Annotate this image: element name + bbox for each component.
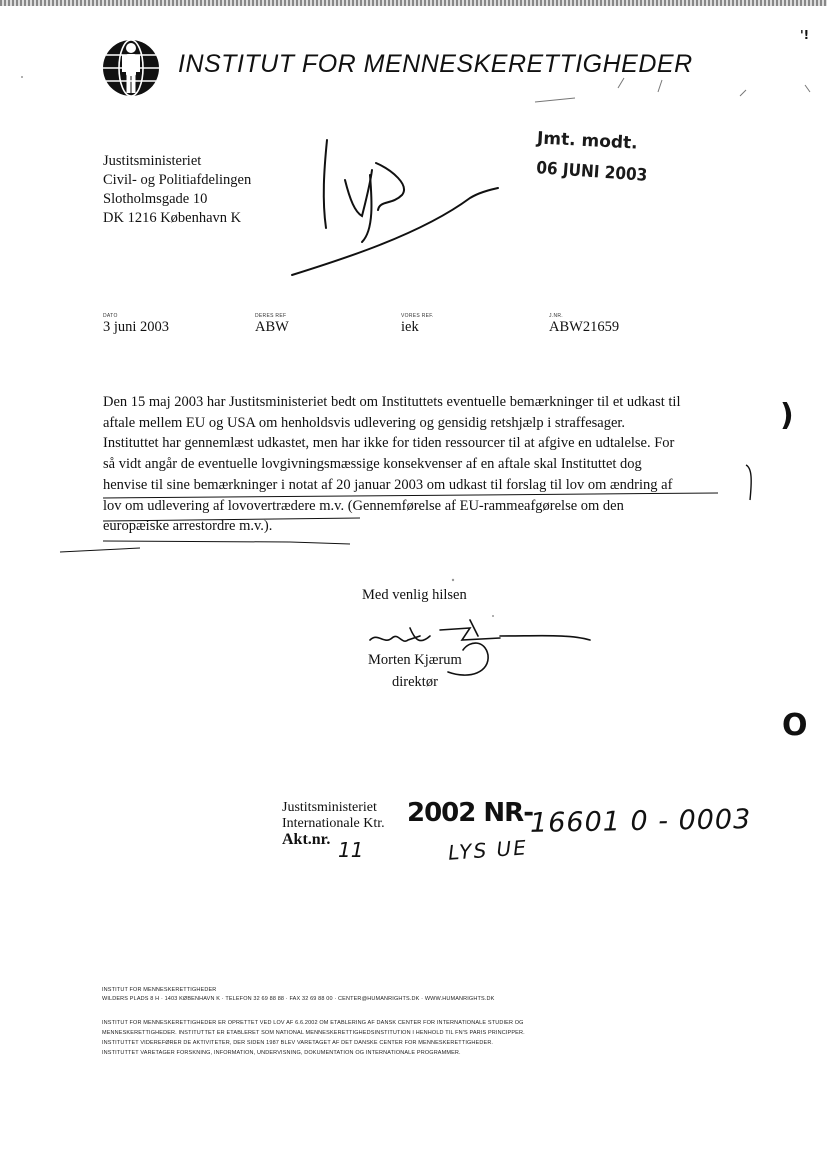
margin-mark-top-right: '!	[800, 28, 810, 42]
body-line: henvise til sine bemærkninger i notat af 20 januar 2003 om udkast til forslag til lov om ændring af	[103, 476, 673, 493]
vores-ref-value: iek	[401, 319, 419, 335]
ministry-stamp-line: Akt.nr.	[282, 831, 331, 848]
ministry-stamp-line: Justitsministeriet	[282, 800, 377, 815]
handwritten-akt-number: 11	[338, 838, 364, 862]
jnr-value: ABW21659	[549, 319, 620, 335]
body-line: lov om udlevering af lovovertrædere m.v. (Gennemførelse af EU-rammeafgørelse om den	[103, 497, 624, 514]
recipient-line: DK 1216 København K	[103, 210, 242, 226]
footer-legal-line: INSTITUTTET VARETAGER FORSKNING, INFORMATION, UNDERVISNING, DOKUMENTATION OG INTERNATIONALE PROGRAMMER.	[102, 1050, 461, 1056]
handwritten-initials-lys	[292, 140, 498, 275]
footer-legal-line: INSTITUTTET VIDEREFØRER DE AKTIVITETER, DER SIDEN 1987 BLEV VARETAGET AF DET DANSKE CENTER FOR MENNESKERETTIGHEDER.	[102, 1040, 494, 1046]
received-stamp-label: Jmt. modt.	[536, 128, 639, 154]
handwritten-sub-initials: LYS UE	[447, 835, 529, 865]
margin-bracket-mark	[746, 465, 751, 500]
vores-ref-label: VORES REF.	[401, 313, 434, 319]
handwritten-journal-number: 16601 0 - 0003	[529, 804, 752, 839]
footer-legal-line: INSTITUT FOR MENNESKERETTIGHEDER ER OPRETTET VED LOV AF 6.6.2002 OM ETABLERING AF DANSK CENTER FOR INTERNATIONALE STUDIER OG	[102, 1020, 524, 1026]
footer-legal-line: MENNESKERETTIGHEDER. INSTITUTTET ER ETABLERET SOM NATIONAL MENNESKERETTIGHEDSINSTITUTION I HENHOLD TIL FN'S PARIS PRINCIPPER.	[102, 1030, 525, 1036]
signer-name: Morten Kjærum	[368, 652, 462, 668]
recipient-line: Justitsministeriet	[103, 153, 202, 169]
signer-title: direktør	[392, 674, 438, 690]
recipient-line: Slotholmsgade 10	[103, 191, 208, 207]
footer-address: WILDERS PLADS 8 H · 1403 KØBENHAVN K · TELEFON 32 69 88 88 · FAX 32 69 88 00 · CENTER@HUMANRIGHTS.DK · WWW.HUMANRIGHTS.DK	[102, 996, 495, 1002]
footer-institution-name: INSTITUT FOR MENNESKERETTIGHEDER	[102, 987, 217, 993]
received-stamp-date: 06 JUNI 2003	[535, 158, 648, 186]
body-line: Instituttet har gennemlæst udkastet, men har ikke for tiden ressourcer til at afgive en udtalelse. For	[103, 435, 675, 452]
margin-mark-bracket: )	[780, 398, 794, 433]
dato-value: 3 juni 2003	[103, 319, 170, 335]
body-line: aftale mellem EU og USA om henholdsvis udlevering og gensidig retshjælp i straffesager.	[103, 414, 626, 431]
body-line: så vidt angår de eventuelle lovgivningsmæssige konsekvenser af en aftale skal Instituttet dog	[103, 456, 642, 473]
jnr-label: J.NR.	[549, 313, 563, 319]
deres-ref-label: DERES REF	[255, 313, 287, 319]
body-line: europæiske arrestordre m.v.).	[103, 518, 273, 535]
signature	[370, 620, 590, 675]
recipient-line: Civil- og Politiafdelingen	[103, 172, 252, 188]
body-line: Den 15 maj 2003 har Justitsministeriet bedt om Instituttets eventuelle bemærkninger til et udkast til	[103, 394, 681, 410]
closing-greeting: Med venlig hilsen	[362, 587, 467, 603]
dato-label: DATO	[103, 313, 118, 319]
scan-dots	[21, 76, 494, 617]
ministry-stamp-line: Internationale Ktr.	[282, 816, 385, 831]
institution-title: INSTITUT FOR MENNESKERETTIGHEDER	[178, 50, 693, 78]
faint-marks	[535, 78, 810, 102]
body-underlines	[60, 493, 718, 552]
journal-prefix: 2002 NR-	[407, 798, 533, 828]
deres-ref-value: ABW	[255, 319, 289, 335]
margin-mark-hole: O	[782, 708, 808, 743]
